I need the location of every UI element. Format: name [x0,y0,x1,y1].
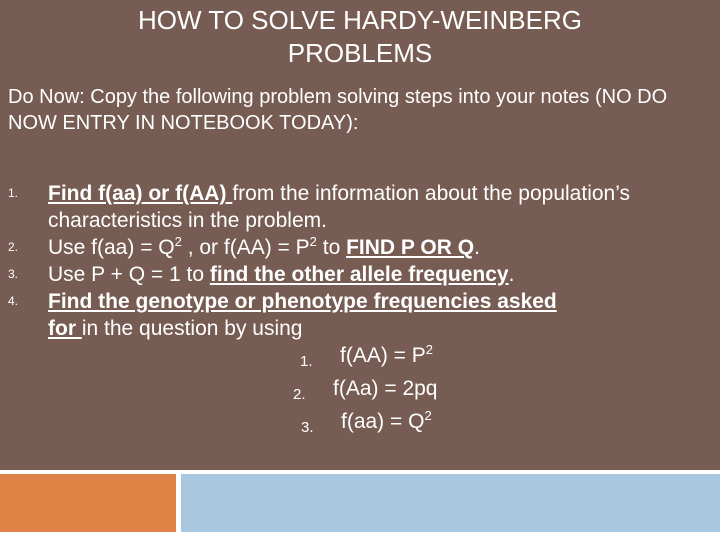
title-line-2: PROBLEMS [287,38,433,68]
formula-number: 1. [300,353,313,370]
title-line-1: HOW TO SOLVE HARDY-WEINBERG [137,5,582,35]
formula-3 [8,408,708,441]
step-number: 2. [8,240,19,254]
formula-1 [8,342,708,375]
step-3 [8,261,708,288]
step-number: 1. [8,186,19,200]
step-3-emphasis: find the other allele frequency [209,263,509,286]
step-1-text: from the information about the population’s characteristics in the problem. [48,182,631,232]
slide-title [0,4,720,70]
step-1 [8,180,708,234]
step-number: 3. [8,267,19,281]
step-2-text-b: , or f(AA) = P [181,236,310,259]
step-2-text-d: . [474,236,480,259]
formula-text: $f(AA) = P^2$ [340,342,434,367]
step-4-emphasis-b: for [48,317,82,340]
footer-accent-orange [0,474,176,532]
step-4-emphasis-a: Find the genotype or phenotype frequencies asked [48,290,557,313]
steps-list [8,180,708,441]
formula-number: 3. [301,419,314,436]
step-4-text: in the question by using [81,317,303,340]
formula-2 [8,375,708,408]
do-now-instructions: Do Now: Copy the following problem solving steps into your notes (NO DO NOW ENTRY IN NOTEBOOK TODAY): [8,86,668,134]
formula-number: 2. [293,386,306,403]
step-2-text-c: to [316,236,347,259]
step-2 [8,234,708,261]
step-number: 4. [8,294,19,308]
step-2-emphasis: FIND P OR Q [346,236,475,259]
step-3-text-b: . [508,263,515,286]
footer-accent-blue [181,474,720,532]
formula-text: f(Aa) = 2pq [333,377,438,400]
step-3-text-a: Use P + Q = 1 to [48,263,210,286]
step-2-text-a: Use f(aa) = Q [48,236,175,259]
step-2-sup-b: 2 [309,234,317,249]
step-4 [8,288,708,342]
step-2-sup-a: 2 [174,234,182,249]
step-1-emphasis: Find f(aa) or f(AA) [48,182,233,205]
formula-text: $f(aa) = Q^2$ [341,408,432,433]
